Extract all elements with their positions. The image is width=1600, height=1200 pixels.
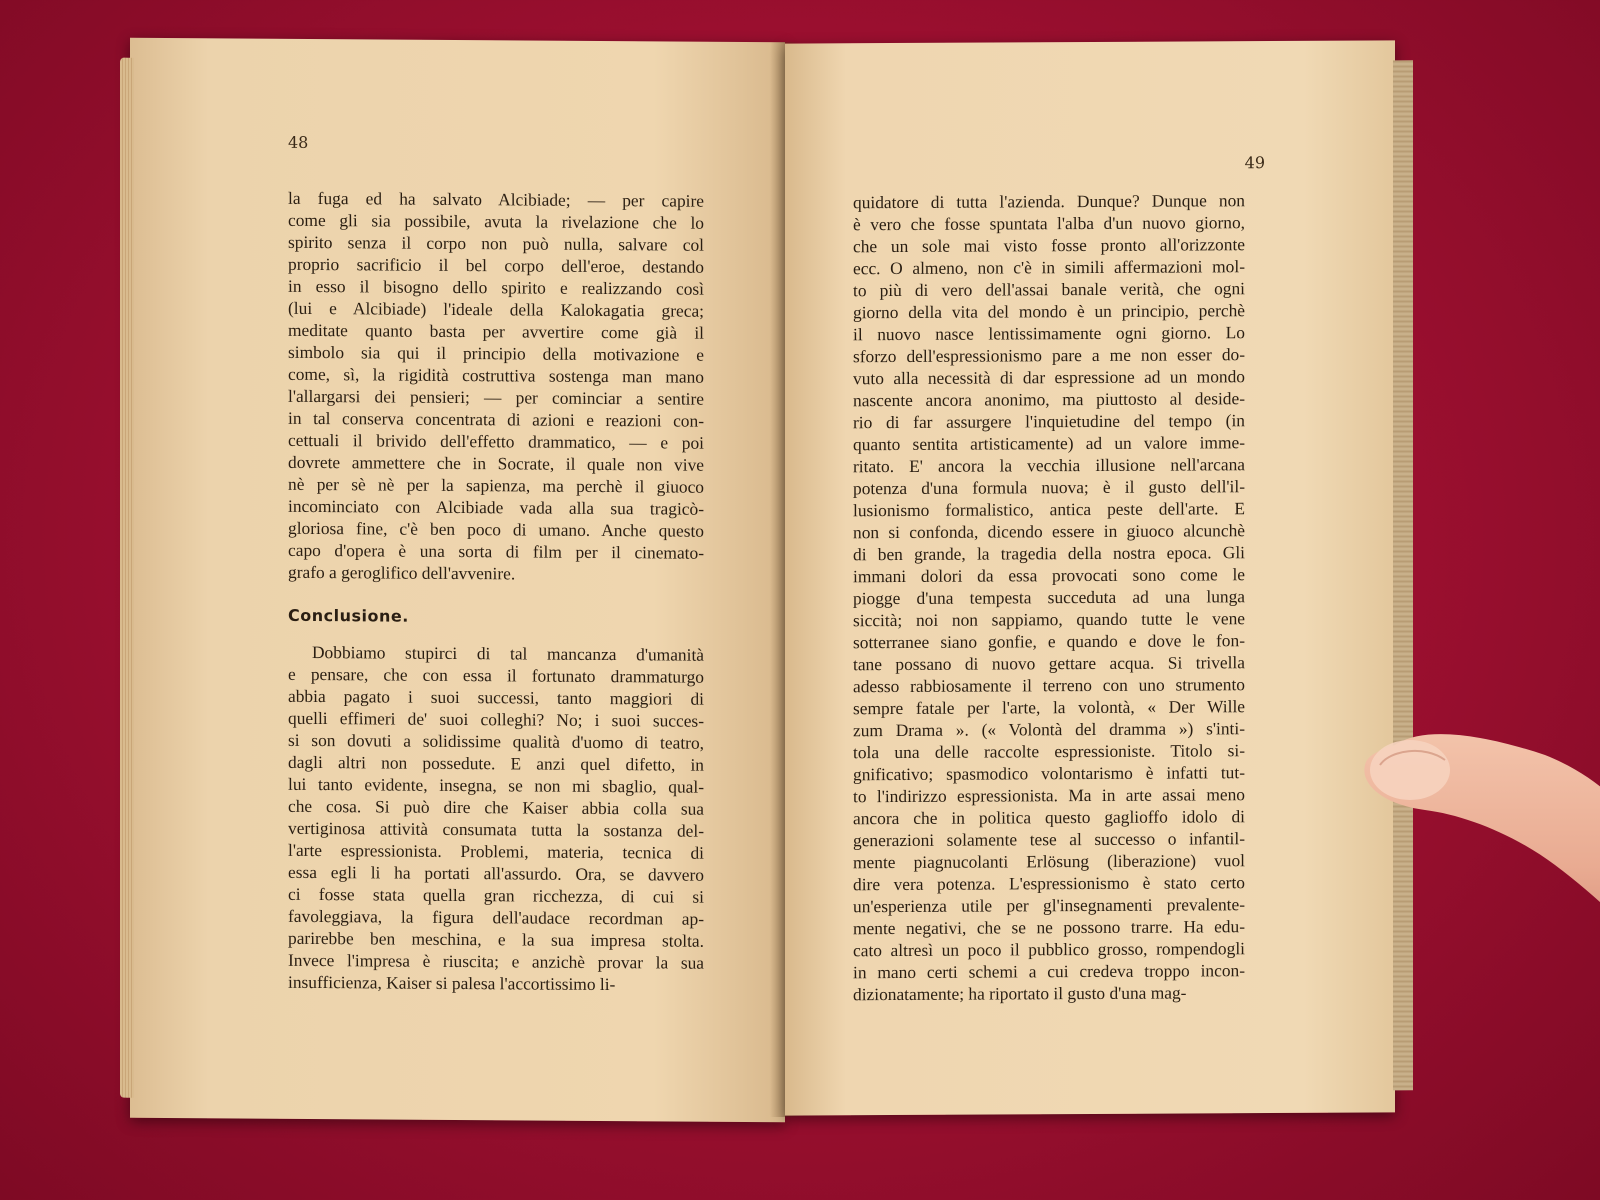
text-line: simbolo sia qui il principio della motivazione e (288, 341, 704, 365)
text-line: zum Drama ». (« Volontà del dramma ») s'inti- (853, 718, 1245, 741)
text-line: insufficienza, Kaiser si palesa l'accortissimo li- (288, 971, 616, 995)
text-line: lusionismo formalistico, antica peste dell'arte. E (853, 498, 1245, 521)
text-line: che cosa. Si può dire che Kaiser abbia colla sua (288, 795, 704, 819)
text-line: gnificativo; spasmodico volontarismo è infatti tut- (853, 762, 1245, 785)
text-line: nascente ancora anonimo, ma piuttosto al deside- (853, 388, 1245, 411)
text-line: sforzo dell'espressionismo pare a me non esser do- (853, 344, 1245, 367)
text-line: è vero che fosse spuntata l'alba d'un nuovo giorno, (853, 212, 1245, 235)
text-line: essa egli li ha portati all'assurdo. Ora, se davvero (288, 861, 704, 885)
section-heading: Conclusione. (288, 605, 409, 626)
text-line: spirito senza il corpo non può nulla, salvare col (288, 231, 704, 255)
text-line: piogge d'una tempesta succeduta ad una lunga (853, 586, 1245, 609)
text-line: la fuga ed ha salvato Alcibiade; — per capire (288, 187, 704, 211)
text-line: immani dolori da essa provocati sono come le (853, 564, 1245, 587)
text-line: cato altresì un poco il pubblico grosso, rompendogli (853, 938, 1245, 961)
text-line: in esso il bisogno dello spirito e realizzando così (288, 275, 704, 299)
text-line: ci fosse stata quella gran ricchezza, di cui si (288, 883, 704, 907)
text-line: dagli altri non possedute. E anzi quel difetto, in (288, 751, 704, 775)
text-line: sempre fatale per l'arte, la volontà, « Der Wille (853, 696, 1245, 719)
text-line: Dobbiamo stupirci di tal mancanza d'umanità (312, 641, 704, 665)
text-line: ancora che in politica questo gaglioffo idolo di (853, 806, 1245, 829)
text-line: proprio sacrificio il bel corpo dell'eroe, destando (288, 253, 704, 277)
text-line: come gli sia possibile, avuta la rivelazione che lo (288, 209, 704, 233)
text-line: in mano certi schemi a cui credeva troppo incon- (853, 960, 1245, 983)
text-line: l'allargarsi dei pensieri; — per cominciar a sentire (288, 385, 704, 409)
text-line: ritato. E' ancora la vecchia illusione nell'arcana (853, 454, 1245, 477)
text-line: quanto sentita artisticamente) ad un valore imme- (853, 432, 1245, 455)
open-book (130, 30, 1420, 1130)
finger-image (1355, 725, 1600, 955)
text-line: mente negativi, che se ne possono trarre. Ha edu- (853, 916, 1245, 939)
left-page-text (288, 187, 704, 996)
right-page-text (853, 189, 1245, 1005)
text-line: lui tanto evidente, insegna, se non mi sbaglio, qual- (288, 773, 704, 797)
text-line: dire vera potenza. L'espressionismo è stato certo (853, 872, 1245, 895)
text-line: grafo a geroglifico dell'avvenire. (288, 561, 516, 584)
text-line: nè per sè nè per la sapienza, ma perchè il giuoco (288, 473, 704, 497)
left-page (130, 38, 785, 1123)
text-line: siccità; noi non sappiamo, quando tutte le vene (853, 608, 1245, 631)
text-line: dizionatamente; ha riportato il gusto d'una mag- (853, 982, 1187, 1005)
text-line: l'arte espressionista. Problemi, materia, tecnica di (288, 839, 704, 863)
text-line: tane possano di nuovo gettare acqua. Si trivella (853, 652, 1245, 675)
text-line: quelli effimeri de' suoi colleghi? No; i suoi succes- (288, 707, 704, 731)
text-line: to più di vero dell'assai banale verità, che ogni (853, 278, 1245, 301)
text-line: parirebbe ben meschina, e la sua impresa stolta. (288, 927, 704, 951)
text-line: generazioni solamente tese al successo o infantil- (853, 828, 1245, 851)
text-line: come, sì, la rigidità costruttiva sostenga man mano (288, 363, 704, 387)
text-line: giorno della vita del mondo è un principio, perchè (853, 300, 1245, 323)
text-line: adesso rabbiosamente il terreno con uno strumento (853, 674, 1245, 697)
left-page-paragraph-1 (288, 187, 704, 586)
text-line: tola una delle raccolte espressioniste. Titolo si- (853, 740, 1245, 763)
text-line: vuto alla necessità di dar espressione ad un mondo (853, 366, 1245, 389)
text-line: gloriosa fine, c'è ben poco di umano. Anche questo (288, 517, 704, 541)
text-line: potenza d'una formula nuova; è il gusto dell'il- (853, 476, 1245, 499)
text-line: abbia pagato i suoi successi, tanto maggiori di (288, 685, 704, 709)
text-line: e pensare, che con essa il fortunato drammaturgo (288, 663, 704, 687)
right-page-number: 49 (1244, 153, 1265, 173)
text-line: sotterranee siano gonfie, e quando e dove le fon- (853, 630, 1245, 653)
text-line: un'esperienza utile per gl'insegnamenti prevalente- (853, 894, 1245, 917)
left-page-paragraph-2 (288, 641, 704, 996)
text-line: si son dovuti a solidissime qualità d'uomo di teatro, (288, 729, 704, 753)
text-line: Invece l'impresa è riuscita; e anzichè provar la sua (288, 949, 704, 973)
text-line: quidatore di tutta l'azienda. Dunque? Dunque non (853, 190, 1245, 213)
text-line: che un sole mai visto fosse pronto all'orizzonte (853, 234, 1245, 257)
text-line: vertiginosa attività consumata tutta la sostanza del- (288, 817, 704, 841)
text-line: rio di far assurgere l'inquietudine del tempo (in (853, 410, 1245, 433)
text-line: meditate quanto basta per avvertire come già il (288, 319, 704, 343)
text-line: (lui e Alcibiade) l'ideale della Kalokagatia greca; (288, 297, 704, 321)
left-page-number: 48 (288, 132, 309, 152)
text-line: incominciato con Alcibiade vada alla sua tragicò- (288, 495, 704, 519)
text-line: di ben grande, la tragedia della nostra epoca. Gli (853, 542, 1245, 565)
text-line: ecc. O almeno, non c'è in simili affermazioni mol- (853, 256, 1245, 279)
text-line: in tal conserva concentrata di azioni e reazioni con- (288, 407, 704, 431)
text-line: non si confonda, dicendo essere in giuoco alcunchè (853, 520, 1245, 543)
right-page (785, 40, 1395, 1115)
right-page-paragraph (853, 189, 1245, 1005)
text-line: cettuali il brivido dell'effetto drammatico, — e poi (288, 429, 704, 453)
text-line: favoleggiava, la figura dell'audace recordman ap- (288, 905, 704, 929)
text-line: mente piagnucolanti Erlösung (liberazione) vuol (853, 850, 1245, 873)
text-line: to l'indirizzo espressionista. Ma in arte assai meno (853, 784, 1245, 807)
text-line: capo d'opera è una sorta di film per il cinemato- (288, 539, 704, 563)
text-line: dovrete ammettere che in Socrate, il quale non vive (288, 451, 704, 475)
text-line: il nuovo nasce lentissimamente ogni giorno. Lo (853, 322, 1245, 345)
